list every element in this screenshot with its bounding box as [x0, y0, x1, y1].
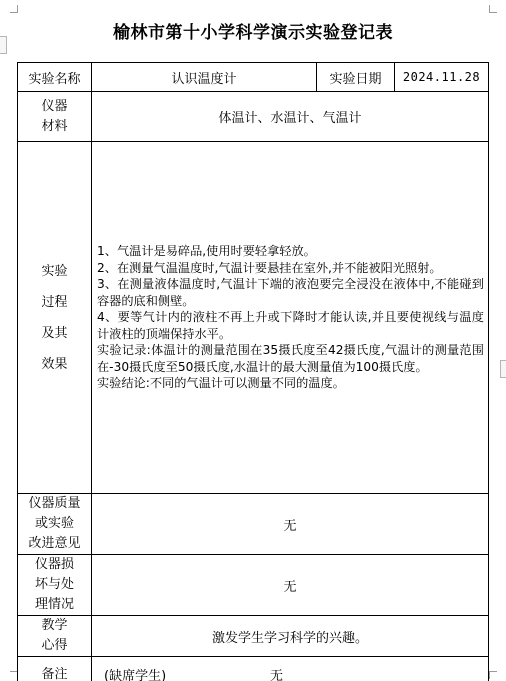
row-process	[18, 142, 489, 494]
damage-value: 无	[92, 555, 489, 616]
quality-value: 无	[92, 494, 489, 555]
materials-label-line: 仪器	[41, 98, 68, 114]
quality-label-line: 或实验	[34, 516, 74, 531]
crop-mark-top-right	[489, 5, 497, 13]
registration-table	[17, 62, 489, 681]
experiment-name-value: 认识温度计	[92, 63, 317, 92]
absent-students-label: (缺席学生)	[104, 669, 167, 681]
process-label-line: 过程	[41, 294, 68, 310]
damage-label	[18, 555, 92, 616]
experiment-record: 实验记录:体温计的测量范围在35摄氏度至42摄氏度,气温计的测量范围在-30摄氏度至50摄氏度,水温计的最大测量值为100摄氏度。	[97, 343, 484, 374]
process-line: 3、在测量液体温度时,气温计下端的液泡要完全浸没在液体中,不能碰到容器的底和侧壁。	[97, 277, 484, 308]
experience-label-line: 教学	[41, 618, 68, 633]
experiment-name-label: 实验名称	[18, 63, 92, 92]
process-label-line: 及其	[41, 325, 68, 341]
row-experience	[18, 616, 489, 657]
absent-students-value: 无	[270, 669, 284, 681]
experiment-date-value: 2024.11.28	[395, 63, 489, 92]
materials-label	[18, 92, 92, 142]
quality-label-line: 仪器质量	[28, 496, 81, 511]
experience-value: 激发学生学习科学的兴趣。	[92, 616, 489, 657]
process-line: 1、气温计是易碎品,使用时要轻拿轻放。	[97, 244, 316, 259]
quality-label-line: 改进意见	[28, 536, 81, 551]
row-experiment-name	[18, 63, 489, 92]
process-line: 2、在测量气温温度时,气温计要悬挂在室外,并不能被阳光照射。	[97, 260, 442, 275]
right-edge-handle[interactable]	[500, 360, 506, 378]
experiment-date-label: 实验日期	[317, 63, 395, 92]
materials-label-line: 材料	[41, 118, 68, 134]
process-label-line: 实验	[41, 263, 68, 279]
quality-label	[18, 494, 92, 555]
row-quality	[18, 494, 489, 555]
row-damage	[18, 555, 489, 616]
damage-label-line: 坏与处	[34, 577, 74, 592]
row-notes	[18, 657, 489, 681]
damage-label-line: 理情况	[34, 597, 74, 612]
experience-label-line: 心得	[41, 638, 68, 653]
crop-mark-bottom-right	[489, 671, 497, 679]
experience-label	[18, 616, 92, 657]
materials-value: 体温计、水温计、气温计	[92, 92, 489, 142]
experiment-conclusion: 实验结论:不同的气温计可以测量不同的温度。	[97, 376, 345, 391]
crop-mark-top-left	[10, 5, 18, 13]
process-label	[18, 142, 92, 494]
process-label-line: 效果	[41, 356, 68, 372]
page-title: 榆林市第十小学科学演示实验登记表	[113, 23, 393, 43]
notes-content	[92, 657, 489, 681]
row-materials	[18, 92, 489, 142]
damage-label-line: 仪器损	[34, 557, 74, 572]
process-line: 4、要等气计内的液柱不再上升或下降时才能认读,并且要使视线与温度计液柱的顶端保持水平。	[97, 310, 484, 341]
notes-label: 备注	[18, 657, 92, 681]
process-content	[92, 142, 489, 494]
